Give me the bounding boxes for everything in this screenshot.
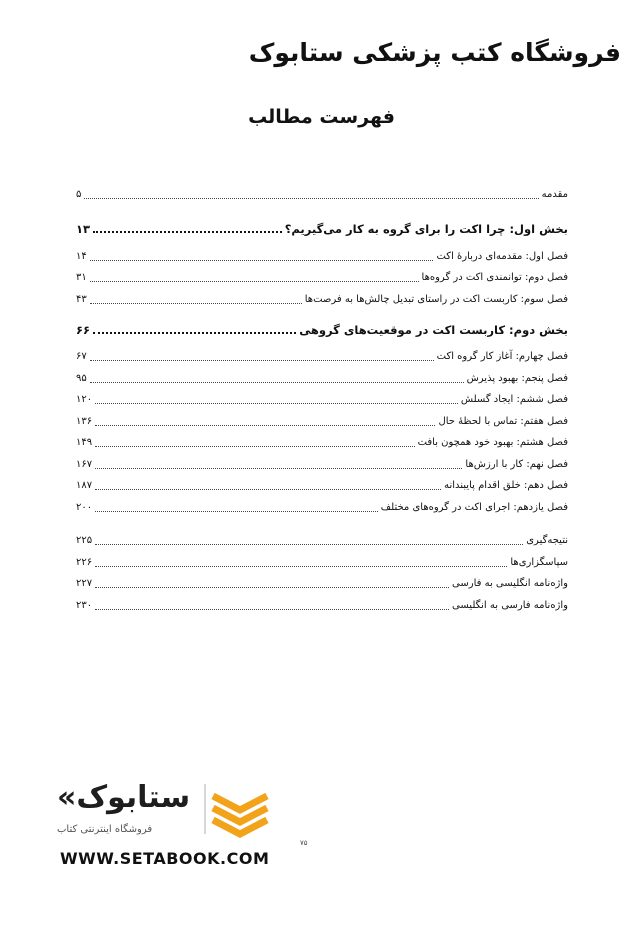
toc-entry-title: فصل اول: مقدمه‌ای دربارۀ اکت xyxy=(436,250,568,262)
toc-entry[interactable] xyxy=(76,493,568,515)
toc-entry-title: فصل هفتم: تماس با لحظۀ حال xyxy=(438,415,568,427)
toc-entry[interactable] xyxy=(76,429,568,451)
toc-entry[interactable] xyxy=(76,386,568,408)
logo-wordmark: ستابوک» xyxy=(57,780,191,815)
logo-subtitle: فروشگاه اینترنتی کتاب xyxy=(57,824,153,835)
table-of-contents xyxy=(76,186,568,613)
page-number: ۷۵ xyxy=(300,839,308,847)
toc-entry[interactable] xyxy=(76,343,568,365)
toc-entry-page: ۳۱ xyxy=(76,272,87,283)
toc-entry-title: واژه‌نامه فارسی به انگلیسی xyxy=(452,599,568,611)
toc-entry-page: ۲۲۶ xyxy=(76,556,93,568)
toc-entry-title: فصل پنجم: بهبود پذیرش xyxy=(466,372,568,384)
dot-leader xyxy=(95,425,435,426)
toc-title: فهرست مطالب xyxy=(248,106,395,128)
toc-part-title: بخش دوم: کاربست اکت در موقعیت‌های گروهی xyxy=(299,322,568,337)
dot-leader xyxy=(95,468,462,469)
dot-leader xyxy=(95,489,441,490)
toc-entry-glossary-en-fa[interactable] xyxy=(76,570,568,592)
toc-entry-intro[interactable] xyxy=(76,186,568,206)
toc-entry[interactable] xyxy=(76,364,568,386)
toc-entry-title: فصل چهارم: آغاز کار گروه اکت xyxy=(436,351,568,362)
dot-leader xyxy=(90,360,434,361)
toc-entry-page: ۱۴۹ xyxy=(76,437,93,448)
dot-leader xyxy=(93,231,282,233)
toc-part-1[interactable] xyxy=(76,206,568,242)
toc-entry[interactable] xyxy=(76,242,568,264)
dot-leader xyxy=(95,544,523,545)
toc-entry-page: ۴۳ xyxy=(76,293,87,305)
toc-entry-title: فصل یازدهم: اجرای اکت در گروه‌های مختلف xyxy=(380,501,568,513)
toc-entry-page: ۱۴ xyxy=(76,250,87,262)
toc-entry-title: فصل ششم: ایجاد گسلش xyxy=(460,394,568,405)
dot-leader xyxy=(95,403,458,404)
logo-divider xyxy=(204,784,206,834)
dot-leader xyxy=(90,260,434,261)
toc-entry-page: ۱۸۷ xyxy=(76,480,93,491)
toc-entry-title: سپاسگزاری‌ها xyxy=(510,556,568,568)
dot-leader xyxy=(95,587,449,588)
toc-part-page: ۱۳ xyxy=(76,222,91,236)
toc-entry-title: فصل هشتم: بهبود خود همچون بافت xyxy=(417,437,568,448)
dot-leader xyxy=(90,303,302,304)
dot-leader xyxy=(95,566,507,567)
toc-entry-page: ۲۳۰ xyxy=(76,599,93,611)
dot-leader xyxy=(90,281,419,282)
toc-part-2[interactable] xyxy=(76,307,568,343)
toc-entry-glossary-fa-en[interactable] xyxy=(76,591,568,613)
toc-part-title: بخش اول: چرا اکت را برای گروه به کار می‌گیریم؟ xyxy=(284,222,568,236)
dot-leader xyxy=(95,446,414,447)
toc-entry-conclusion[interactable] xyxy=(76,527,568,549)
toc-part-page: ۶۶ xyxy=(76,322,91,337)
dot-leader xyxy=(90,382,464,383)
toc-entry-title: فصل سوم: کاربست اکت در راستای تبدیل چالش‌ها به فرصت‌ها xyxy=(304,293,568,305)
toc-entry-page: ۹۵ xyxy=(76,372,87,384)
stacked-chevrons-icon xyxy=(209,786,271,838)
toc-entry-title: فصل نهم: کار با ارزش‌ها xyxy=(465,458,568,470)
dot-leader xyxy=(84,198,538,199)
toc-entry-page: ۱۶۷ xyxy=(76,458,93,470)
toc-entry-title: واژه‌نامه انگلیسی به فارسی xyxy=(452,578,568,589)
dot-leader xyxy=(93,332,296,334)
toc-entry[interactable] xyxy=(76,407,568,429)
store-title: فروشگاه کتب پزشکی ستابوک xyxy=(248,38,621,67)
toc-entry-title: مقدمه xyxy=(541,189,568,200)
toc-entry-page: ۱۳۶ xyxy=(76,415,93,427)
toc-entry[interactable] xyxy=(76,472,568,494)
toc-entry[interactable] xyxy=(76,264,568,286)
dot-leader xyxy=(95,609,449,610)
toc-entry[interactable] xyxy=(76,450,568,472)
dot-leader xyxy=(95,511,378,512)
toc-entry-page: ۶۷ xyxy=(76,351,87,362)
toc-entry[interactable] xyxy=(76,285,568,307)
toc-entry-acknowledgments[interactable] xyxy=(76,548,568,570)
toc-entry-page: ۵ xyxy=(76,189,82,200)
toc-entry-title: فصل دوم: توانمندی اکت در گروه‌ها xyxy=(421,272,568,283)
toc-entry-page: ۲۲۷ xyxy=(76,578,93,589)
toc-entry-page: ۱۲۰ xyxy=(76,394,93,405)
toc-entry-title: فصل دهم: خلق اقدام پایبندانه xyxy=(444,480,568,491)
toc-entry-page: ۲۰۰ xyxy=(76,501,93,513)
website-url[interactable]: WWW.SETABOOK.COM xyxy=(60,849,270,868)
toc-entry-title: نتیجه‌گیری xyxy=(526,535,568,546)
toc-entry-page: ۲۲۵ xyxy=(76,535,93,546)
